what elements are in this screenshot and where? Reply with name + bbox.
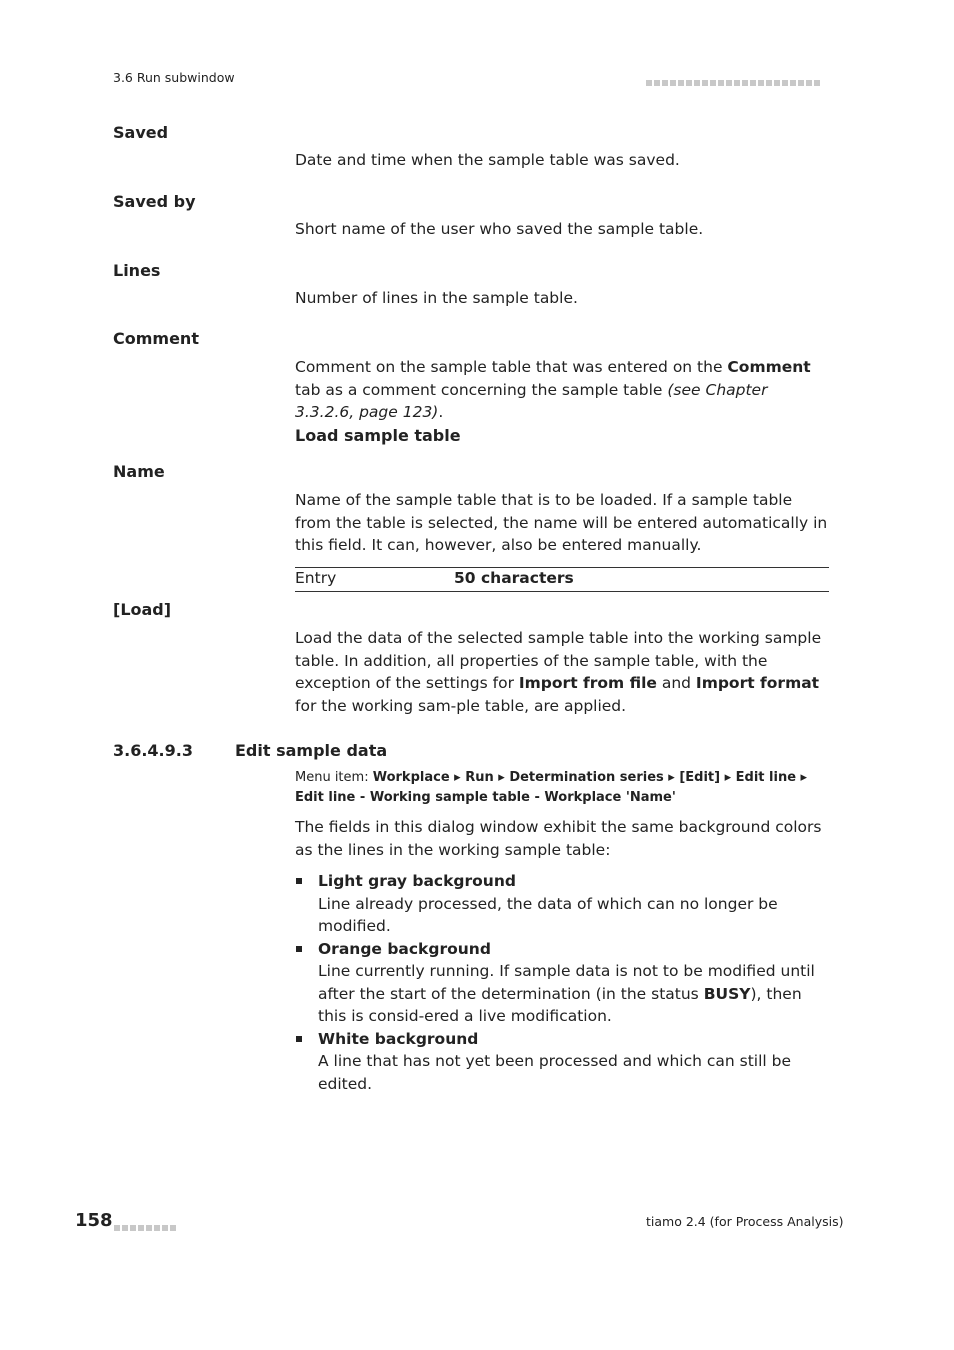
desc-saved-by: Short name of the user who saved the sample table. (295, 220, 704, 238)
section-intro: The fields in this dialog window exhibit the same background colors as the lines in the working sample table: (295, 818, 822, 859)
term-comment: Comment (113, 329, 199, 348)
menu-path: Menu item: Workplace ▸ Run ▸ Determination series ▸ [Edit] ▸ Edit line ▸ Edit line - Working sample table - Workplace 'Name' (295, 770, 808, 805)
list-item: White background A line that has not yet been processed and which can still be edited. (295, 1028, 830, 1096)
term-name: Name (113, 462, 165, 481)
list-item: Light gray background Line already processed, the data of which can no longer be modified. (295, 870, 830, 938)
desc-lines: Number of lines in the sample table. (295, 289, 578, 307)
header-decoration (646, 72, 822, 91)
desc-name: Name of the sample table that is to be loaded. If a sample table from the table is selected, the name will be entered automatically in this field. It can, however, also be entered manually. (295, 491, 828, 554)
entry-key: Entry (295, 569, 337, 587)
term-saved-by: Saved by (113, 192, 196, 211)
desc-load: Load the data of the selected sample table into the working sample table. In addition, all properties of the sample table, with the exception of the settings for Import from file and Import format for the working sam-ple table, are applied. (295, 629, 822, 715)
bullet-square-icon (296, 1036, 302, 1042)
term-saved: Saved (113, 123, 169, 142)
chapter-reference: (see Chapter 3.3.2.6, page 123) (295, 380, 768, 421)
running-header: 3.6 Run subwindow (113, 70, 235, 85)
bullet-square-icon (296, 878, 302, 884)
term-load: [Load] (113, 600, 172, 619)
footer-decoration (114, 1217, 178, 1236)
bullet-square-icon (296, 946, 302, 952)
desc-comment: Comment on the sample table that was entered on the Comment tab as a comment concerning the sample table (see Chapter 3.3.2.6, page 123). (295, 358, 811, 421)
footer-product: tiamo 2.4 (for Process Analysis) (646, 1214, 844, 1229)
desc-saved: Date and time when the sample table was saved. (295, 151, 680, 169)
section-title: Edit sample data (235, 741, 388, 760)
entry-value: 50 characters (454, 569, 574, 587)
term-lines: Lines (113, 261, 161, 280)
entry-spec-table (295, 567, 829, 592)
background-color-list (295, 870, 830, 1095)
page-number: 158 (75, 1210, 113, 1231)
group-title-load-sample-table: Load sample table (295, 426, 461, 445)
section-number: 3.6.4.9.3 (113, 741, 193, 760)
list-item: Orange background Line currently running. If sample data is not to be modified until after the start of the determination (in the status BUSY), then this is consid-ered a live modification. (295, 938, 830, 1028)
